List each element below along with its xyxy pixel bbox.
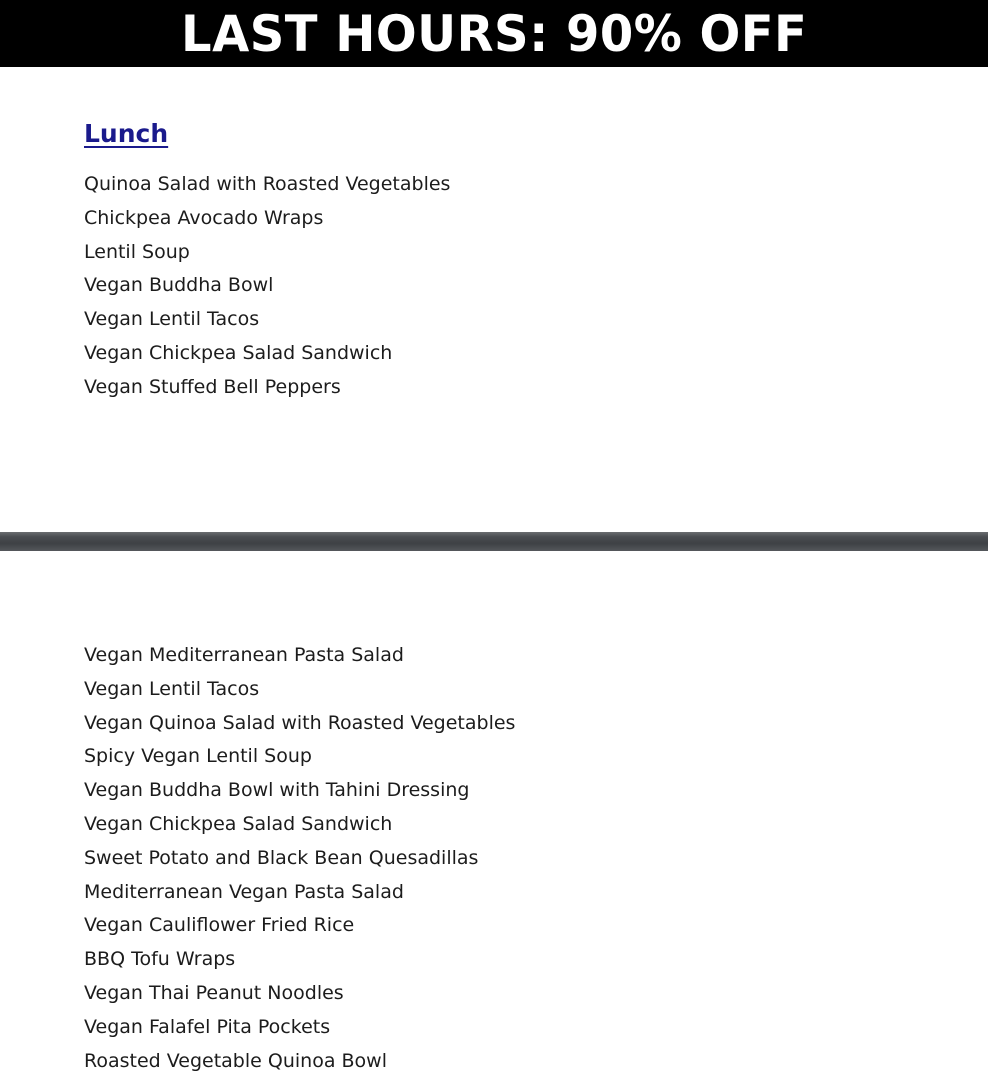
list-item: Vegan Mediterranean Pasta Salad xyxy=(84,644,404,666)
list-item: Vegan Lentil Tacos xyxy=(84,677,260,700)
list-item: Sweet Potato and Black Bean Quesadillas xyxy=(84,846,479,869)
page-divider xyxy=(0,532,988,551)
promo-banner-text: LAST HOURS: 90% OFF xyxy=(180,4,808,63)
recipe-list-bottom xyxy=(84,639,515,1078)
document-page-top xyxy=(0,67,988,532)
list-item: BBQ Tofu Wraps xyxy=(84,948,236,971)
list-item: Vegan Quinoa Salad with Roasted Vegetables xyxy=(84,711,516,734)
promo-banner xyxy=(0,0,988,67)
list-item: Chickpea Avocado Wraps xyxy=(84,206,324,229)
list-item: Vegan Chickpea Salad Sandwich xyxy=(84,812,393,835)
list-item: Vegan Buddha Bowl xyxy=(84,274,274,297)
list-item: Spicy Vegan Lentil Soup xyxy=(84,745,312,768)
list-item: Vegan Chickpea Salad Sandwich xyxy=(84,341,393,364)
list-item: Vegan Falafel Pita Pockets xyxy=(84,1015,331,1038)
list-item: Roasted Vegetable Quinoa Bowl xyxy=(84,1049,387,1072)
document-page-bottom xyxy=(0,551,988,1080)
section-heading-lunch: Lunch xyxy=(84,119,169,148)
list-item: Mediterranean Vegan Pasta Salad xyxy=(84,880,404,903)
list-item: Vegan Stuffed Bell Peppers xyxy=(84,375,341,398)
list-item: Vegan Cauliflower Fried Rice xyxy=(84,914,355,937)
list-item: Vegan Lentil Tacos xyxy=(84,308,260,331)
list-item: Lentil Soup xyxy=(84,240,190,263)
list-item: Vegan Buddha Bowl with Tahini Dressing xyxy=(84,779,470,802)
recipe-list-top xyxy=(84,168,450,405)
list-item: Quinoa Salad with Roasted Vegetables xyxy=(84,173,451,195)
list-item: Vegan Thai Peanut Noodles xyxy=(84,981,344,1004)
